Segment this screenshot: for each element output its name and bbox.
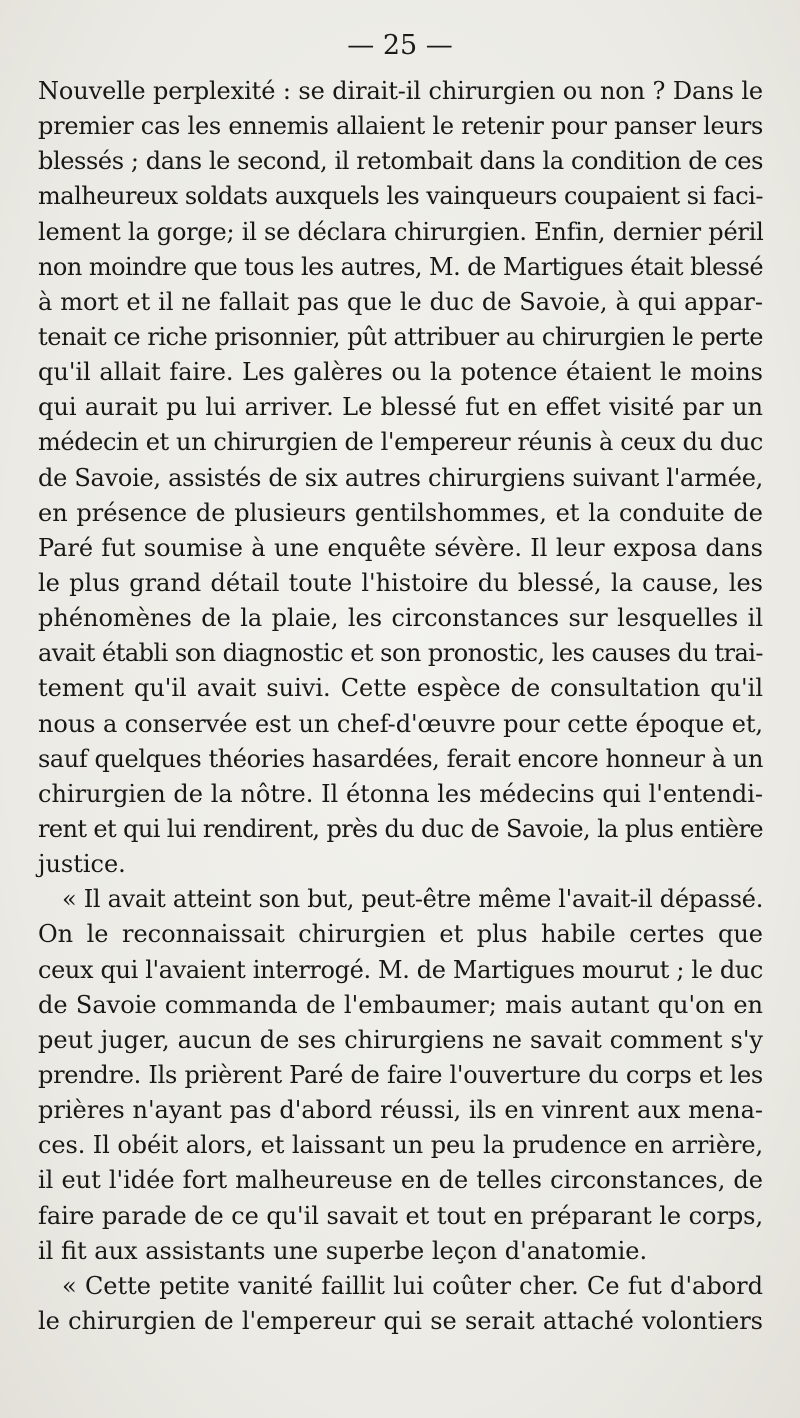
text-line: « Il avait atteint son but, peut-être même l'avait-il dépassé.: [62, 885, 764, 914]
page-number: — 25 —: [347, 30, 453, 61]
text-line: avait établi son diagnostic et son pronostic, les causes du trai-: [38, 639, 764, 668]
text-line: sauf quelques théories hasardées, ferait encore honneur à un: [38, 744, 764, 773]
text-line: médecin et un chirurgien de l'empereur réunis à ceux du duc: [38, 428, 763, 457]
text-line: prendre. Ils prièrent Paré de faire l'ouverture du corps et les: [38, 1060, 763, 1089]
text-line: Nouvelle perplexité : se dirait-il chirurgien ou non ? Dans le: [38, 77, 763, 105]
text-line: chirurgien de la nôtre. Il étonna les médecins qui l'entendi-: [38, 779, 763, 808]
text-line: Paré fut soumise à une enquête sévère. Il leur exposa dans: [38, 533, 763, 562]
text-line: tenait ce riche prisonnier, pût attribuer au chirurgien le perte: [38, 322, 764, 351]
text-line: malheureux soldats auxquels les vainqueurs coupaient si faci-: [38, 182, 763, 211]
text-line: de Savoie, assistés de six autres chirurgiens suivant l'armée,: [38, 463, 763, 492]
text-line: ceux qui l'avaient interrogé. M. de Martigues mourut ; le duc: [38, 955, 764, 984]
text-line: le chirurgien de l'empereur qui se serait attaché volontiers: [38, 1306, 763, 1335]
text-line: en présence de plusieurs gentilshommes, et la conduite de: [38, 498, 763, 527]
text-line: rent et qui lui rendirent, près du duc de Savoie, la plus entière: [38, 814, 763, 843]
text-line: « Cette petite vanité faillit lui coûter cher. Ce fut d'abord: [62, 1271, 763, 1300]
text-line: à mort et il ne fallait pas que le duc de Savoie, à qui appar-: [38, 287, 763, 316]
text-line: lement la gorge; il se déclara chirurgien. Enfin, dernier péril: [38, 217, 764, 246]
text-line: non moindre que tous les autres, M. de Martigues était blessé: [38, 252, 763, 281]
body-text: [38, 74, 763, 1339]
text-line: nous a conservée est un chef-d'œuvre pour cette époque et,: [38, 709, 763, 738]
text-line: qu'il allait faire. Les galères ou la potence étaient le moins: [38, 358, 763, 387]
text-line: peut juger, aucun de ses chirurgiens ne savait comment s'y: [38, 1025, 763, 1054]
text-line: il fit aux assistants une superbe leçon d'anatomie.: [38, 1236, 648, 1265]
text-line: blessés ; dans le second, il retombait dans la condition de ces: [38, 147, 764, 176]
text-line: qui aurait pu lui arriver. Le blessé fut en effet visité par un: [38, 393, 763, 422]
text-line: prières n'ayant pas d'abord réussi, ils en vinrent aux mena-: [38, 1096, 763, 1125]
text-line: faire parade de ce qu'il savait et tout en préparant le corps,: [38, 1201, 764, 1230]
text-line: le plus grand détail toute l'histoire du blessé, la cause, les: [38, 568, 763, 597]
text-line: justice.: [38, 850, 126, 879]
text-line: phénomènes de la plaie, les circonstances sur lesquelles il: [38, 604, 763, 633]
text-line: On le reconnaissait chirurgien et plus habile certes que: [38, 920, 763, 949]
text-line: ces. Il obéit alors, et laissant un peu la prudence en arrière,: [38, 1131, 763, 1160]
text-line: premier cas les ennemis allaient le retenir pour panser leurs: [38, 112, 764, 141]
text-line: il eut l'idée fort malheureuse en de telles circonstances, de: [38, 1166, 763, 1195]
text-line: tement qu'il avait suivi. Cette espèce de consultation qu'il: [38, 674, 763, 703]
text-line: de Savoie commanda de l'embaumer; mais autant qu'on en: [38, 990, 763, 1019]
